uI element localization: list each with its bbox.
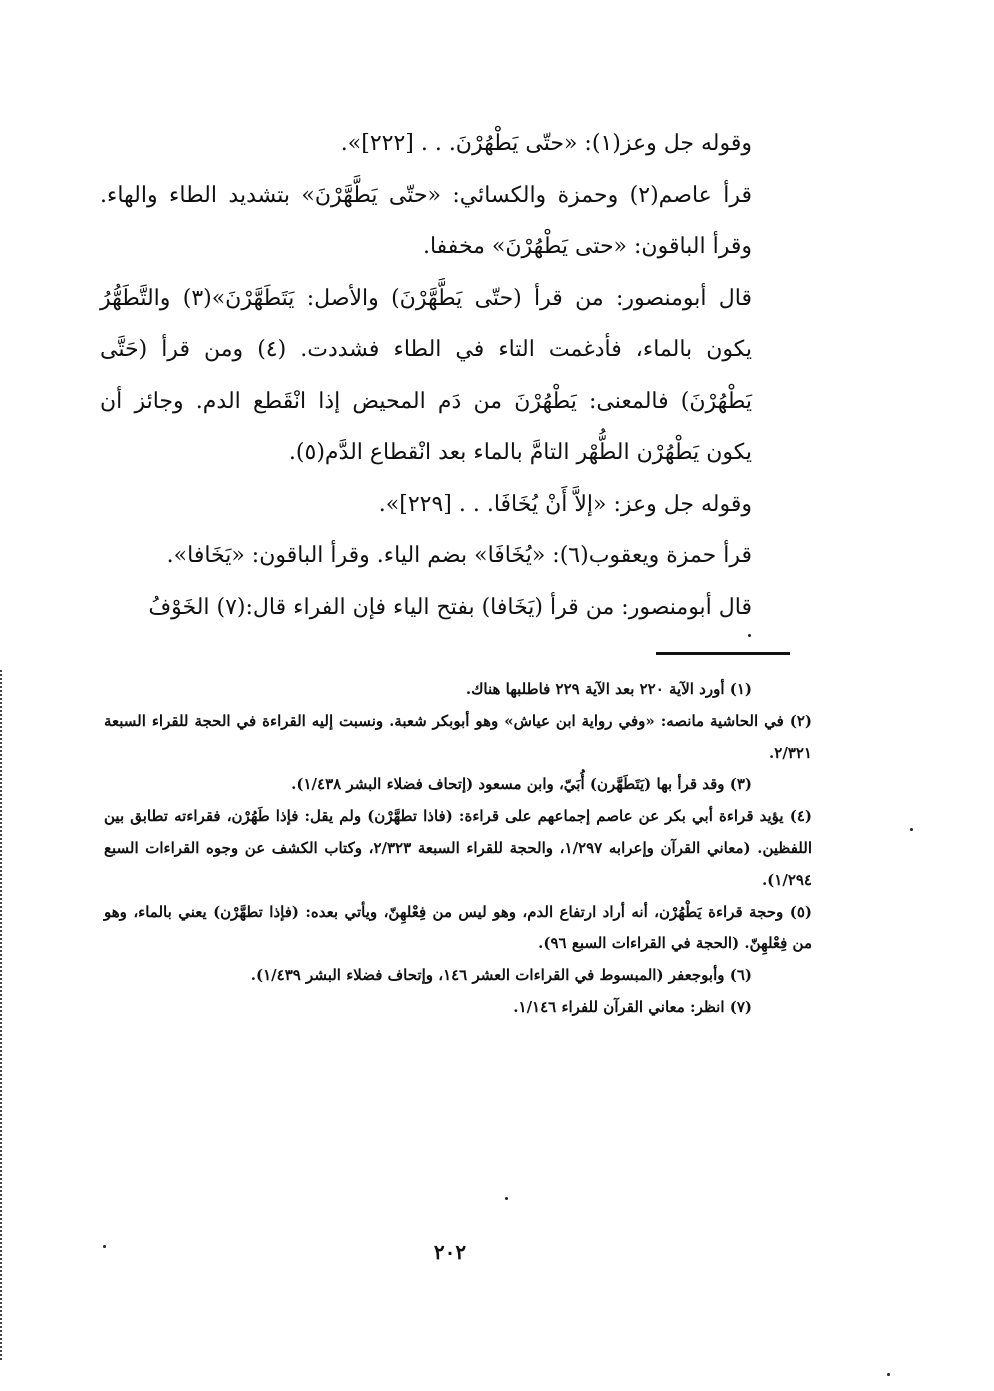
speck <box>887 1373 890 1376</box>
speck <box>910 828 913 831</box>
verse-heading-1: وقوله جل وعز(١): «حتّى يَطْهُرْنَ. . . [٢٢٢]». <box>340 131 752 156</box>
commentary-paragraph-1: قال أبومنصور: من قرأ (حتّى يَطَّهَّرْنَ) والأصل: يَتَطَهَّرْنَ»(٣) والتَّطَهُّرُ يكون بالماء، فأدغمت التاء في الطاء فشددت. (٤) ومن قرأ (حَتَّى يَطْهُرْنَ) فالمعنى: يَطْهُرْنَ من دَم المحيض إذا انْقَطع الدم. وجائز أن يكون يَطْهُرْن الطُّهْر التامَّ بالماء بعد انْقطاع الدَّم(٥). <box>100 285 752 465</box>
verse-heading-2: وقوله جل وعز: «إلاَّ أَنْ يُخَافَا. . . [٢٢٩]». <box>378 491 752 517</box>
footnote-1: (١) أورد الآية ٢٢٠ بعد الآية ٢٢٩ فاطلبها هناك. <box>465 680 752 698</box>
footnote-2: (٢) في الحاشية مانصه: «وفي رواية ابن عياش» وهو أبوبكر شعبة. ونسبت إليه القراءة في الحجة للقراء السبعة ٢/٣٢١. <box>104 711 812 762</box>
footnote-7: (٧) انظر: معاني القرآن للفراء ١/١٤٦. <box>513 997 752 1016</box>
reading-paragraph-2: قرأ حمزة ويعقوب(٦): «يُخَافَا» بضم الياء. وقرأ الباقون: «يَخَافا». <box>166 543 752 568</box>
speck <box>103 1245 106 1248</box>
scan-edge-shadow <box>0 670 6 1360</box>
footnote-5: (٥) وحجة قراءة يَطْهُرْن، أنه أراد ارتفاع الدم، وهو ليس من فِعْلهِنّ، ويأتي بعده: (فإذا تطهَّرْن) يعني بالماء، وهو من فِعْلهِنّ. (الحجة في القراءات السبع ٩٦). <box>104 902 812 953</box>
speck <box>748 634 751 637</box>
footnotes <box>104 674 812 1024</box>
footnote-separator <box>656 652 790 655</box>
footnote-4: (٤) يؤيد قراءة أبي بكر عن عاصم إجماعهم على قراءة: (فاذا تطهَّرْن) ولم يقل: فإذا طَهُرْن، فقراءته تطابق بين اللفظين. (معاني القرآن وإعرابه ١/٢٩٧، والحجة للقراء السبعة ٢/٣٢٣، وكتاب الكشف عن وجوه القراءات السبع ١/٢٩٤). <box>104 807 812 889</box>
page-number: ٢٠٢ <box>433 1240 467 1264</box>
commentary-paragraph-2: قال أبومنصور: من قرأ (يَخَافا) بفتح الياء فإن الفراء قال:(٧) الخَوْفُ <box>148 594 752 620</box>
main-text <box>100 118 812 633</box>
footnote-3: (٣) وقد قرأ بها (يَتَطَهَّرن) أُبَيّ، وابن مسعود (إتحاف فضلاء البشر ١/٤٣٨). <box>291 775 752 794</box>
speck <box>505 1197 508 1200</box>
reading-paragraph-1: قرأ عاصم(٢) وحمزة والكسائي: «حتّى يَطَّهَّرْنَ» بتشديد الطاء والهاء. وقرأ الباقون: «حتى يَطْهُرْنَ» مخففا. <box>100 182 752 259</box>
footnote-6: (٦) وأبوجعفر (المبسوط في القراءات العشر ١٤٦، وإتحاف فضلاء البشر ١/٤٣٩). <box>250 966 752 985</box>
